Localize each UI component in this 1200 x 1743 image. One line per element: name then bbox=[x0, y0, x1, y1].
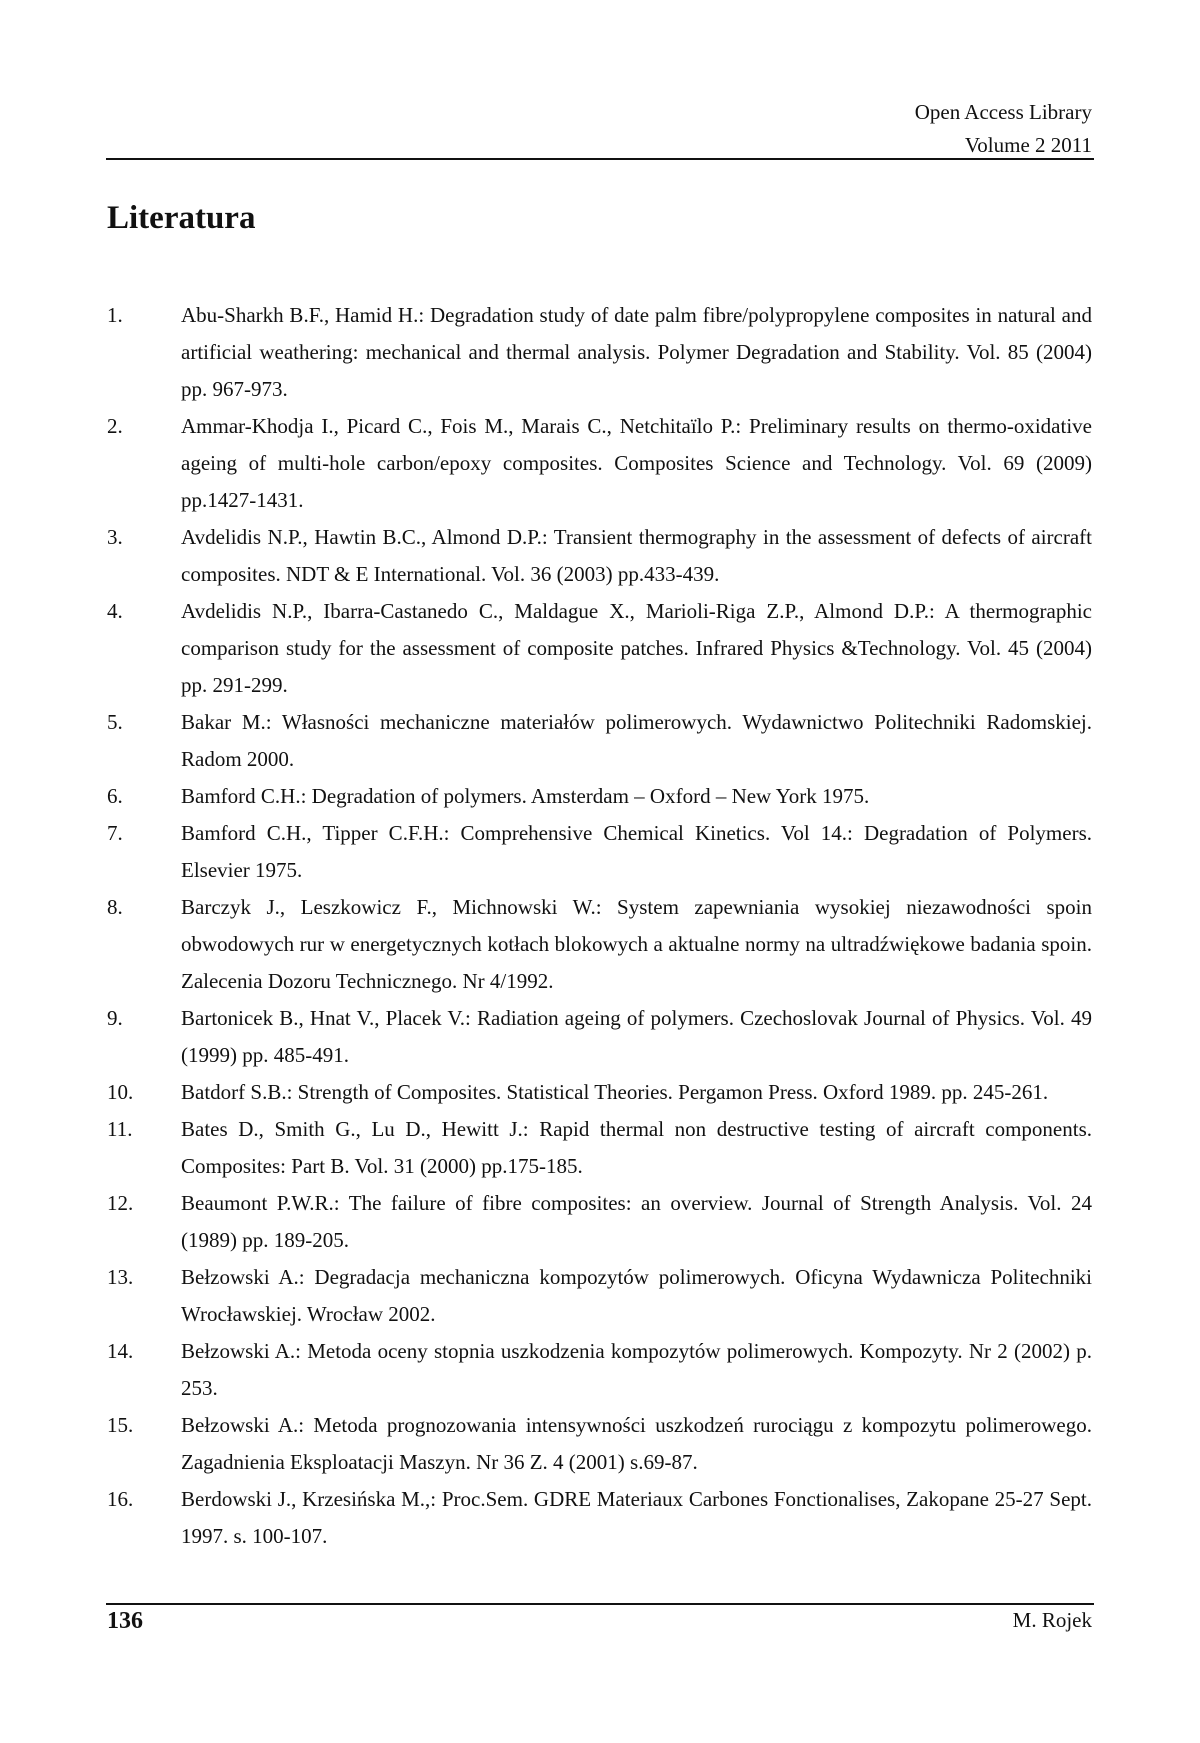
reference-item bbox=[107, 297, 1092, 408]
reference-number: 1. bbox=[107, 303, 123, 327]
reference-text: Ammar-Khodja I., Picard C., Fois M., Marais C., Netchitaïlo P.: Preliminary results on thermo-oxidative ageing of multi-hole carbon/epoxy composites. Composites Science and Technology. Vol. 69 (2009) pp.1427-1431. bbox=[181, 414, 1092, 512]
reference-number: 8. bbox=[107, 895, 123, 919]
header-series: Open Access Library bbox=[914, 100, 1092, 124]
page-number: 136 bbox=[107, 1608, 143, 1634]
reference-number: 10. bbox=[107, 1080, 134, 1104]
running-header bbox=[915, 96, 1092, 162]
reference-number: 14. bbox=[107, 1339, 134, 1363]
reference-item bbox=[107, 1407, 1092, 1481]
reference-number: 11. bbox=[107, 1117, 133, 1141]
footer-author: M. Rojek bbox=[1012, 1608, 1092, 1632]
reference-number: 13. bbox=[107, 1265, 134, 1289]
header-divider bbox=[106, 158, 1094, 160]
reference-item bbox=[107, 1481, 1092, 1555]
reference-number: 9. bbox=[107, 1006, 123, 1030]
reference-number: 5. bbox=[107, 710, 123, 734]
footer-divider bbox=[106, 1603, 1094, 1605]
reference-item bbox=[107, 778, 1092, 815]
reference-item bbox=[107, 1074, 1092, 1111]
reference-number: 6. bbox=[107, 784, 123, 808]
reference-number: 7. bbox=[107, 821, 123, 845]
reference-text: Batdorf S.B.: Strength of Composites. Statistical Theories. Pergamon Press. Oxford 1989. pp. 245-261. bbox=[181, 1080, 1049, 1104]
reference-number: 3. bbox=[107, 525, 123, 549]
reference-list bbox=[107, 297, 1092, 1555]
reference-item bbox=[107, 1000, 1092, 1074]
reference-item bbox=[107, 704, 1092, 778]
reference-text: Bełzowski A.: Metoda prognozowania intensywności uszkodzeń rurociągu z kompozytu polimerowego. Zagadnienia Eksploatacji Maszyn. Nr 36 Z. 4 (2001) s.69-87. bbox=[181, 1413, 1092, 1474]
reference-text: Avdelidis N.P., Hawtin B.C., Almond D.P.: Transient thermography in the assessment of defects of aircraft composites. NDT & E International. Vol. 36 (2003) pp.433-439. bbox=[181, 525, 1092, 586]
section-title: Literatura bbox=[107, 200, 256, 236]
reference-text: Beaumont P.W.R.: The failure of fibre composites: an overview. Journal of Strength Analysis. Vol. 24 (1989) pp. 189-205. bbox=[181, 1191, 1092, 1252]
reference-text: Bełzowski A.: Metoda oceny stopnia uszkodzenia kompozytów polimerowych. Kompozyty. Nr 2 (2002) p. 253. bbox=[181, 1339, 1092, 1400]
reference-text: Bakar M.: Własności mechaniczne materiałów polimerowych. Wydawnictwo Politechniki Radomskiej. Radom 2000. bbox=[181, 710, 1092, 771]
reference-number: 4. bbox=[107, 599, 123, 623]
reference-item bbox=[107, 815, 1092, 889]
reference-text: Bartonicek B., Hnat V., Placek V.: Radiation ageing of polymers. Czechoslovak Journal of Physics. Vol. 49 (1999) pp. 485-491. bbox=[181, 1006, 1092, 1067]
reference-item bbox=[107, 1185, 1092, 1259]
reference-text: Avdelidis N.P., Ibarra-Castanedo C., Maldague X., Marioli-Riga Z.P., Almond D.P.: A thermographic comparison study for the assessment of composite patches. Infrared Physics &Technology. Vol. 45 (2004) pp. 291-299. bbox=[181, 599, 1092, 697]
reference-text: Bełzowski A.: Degradacja mechaniczna kompozytów polimerowych. Oficyna Wydawnicza Politechniki Wrocławskiej. Wrocław 2002. bbox=[181, 1265, 1092, 1326]
reference-number: 15. bbox=[107, 1413, 134, 1437]
reference-item bbox=[107, 1111, 1092, 1185]
reference-text: Bates D., Smith G., Lu D., Hewitt J.: Rapid thermal non destructive testing of aircraft components. Composites: Part B. Vol. 31 (2000) pp.175-185. bbox=[181, 1117, 1092, 1178]
reference-number: 2. bbox=[107, 414, 123, 438]
header-volume: Volume 2 2011 bbox=[964, 133, 1092, 157]
reference-item bbox=[107, 889, 1092, 1000]
reference-item bbox=[107, 1259, 1092, 1333]
reference-item bbox=[107, 1333, 1092, 1407]
reference-text: Bamford C.H.: Degradation of polymers. Amsterdam – Oxford – New York 1975. bbox=[181, 784, 870, 808]
reference-text: Berdowski J., Krzesińska M.,: Proc.Sem. GDRE Materiaux Carbones Fonctionalises, Zakopane 25-27 Sept. 1997. s. 100-107. bbox=[181, 1487, 1092, 1548]
reference-number: 16. bbox=[107, 1487, 134, 1511]
reference-item bbox=[107, 519, 1092, 593]
reference-number: 12. bbox=[107, 1191, 134, 1215]
reference-text: Bamford C.H., Tipper C.F.H.: Comprehensive Chemical Kinetics. Vol 14.: Degradation of Polymers. Elsevier 1975. bbox=[181, 821, 1092, 882]
reference-item bbox=[107, 408, 1092, 519]
reference-text: Barczyk J., Leszkowicz F., Michnowski W.: System zapewniania wysokiej niezawodności spoin obwodowych rur w energetycznych kotłach blokowych a aktualne normy na ultradźwiękowe badania spoin. Zalecenia Dozoru Technicznego. Nr 4/1992. bbox=[181, 895, 1092, 993]
reference-text: Abu-Sharkh B.F., Hamid H.: Degradation study of date palm fibre/polypropylene composites in natural and artificial weathering: mechanical and thermal analysis. Polymer Degradation and Stability. Vol. 85 (2004) pp. 967-973. bbox=[181, 303, 1092, 401]
reference-item bbox=[107, 593, 1092, 704]
